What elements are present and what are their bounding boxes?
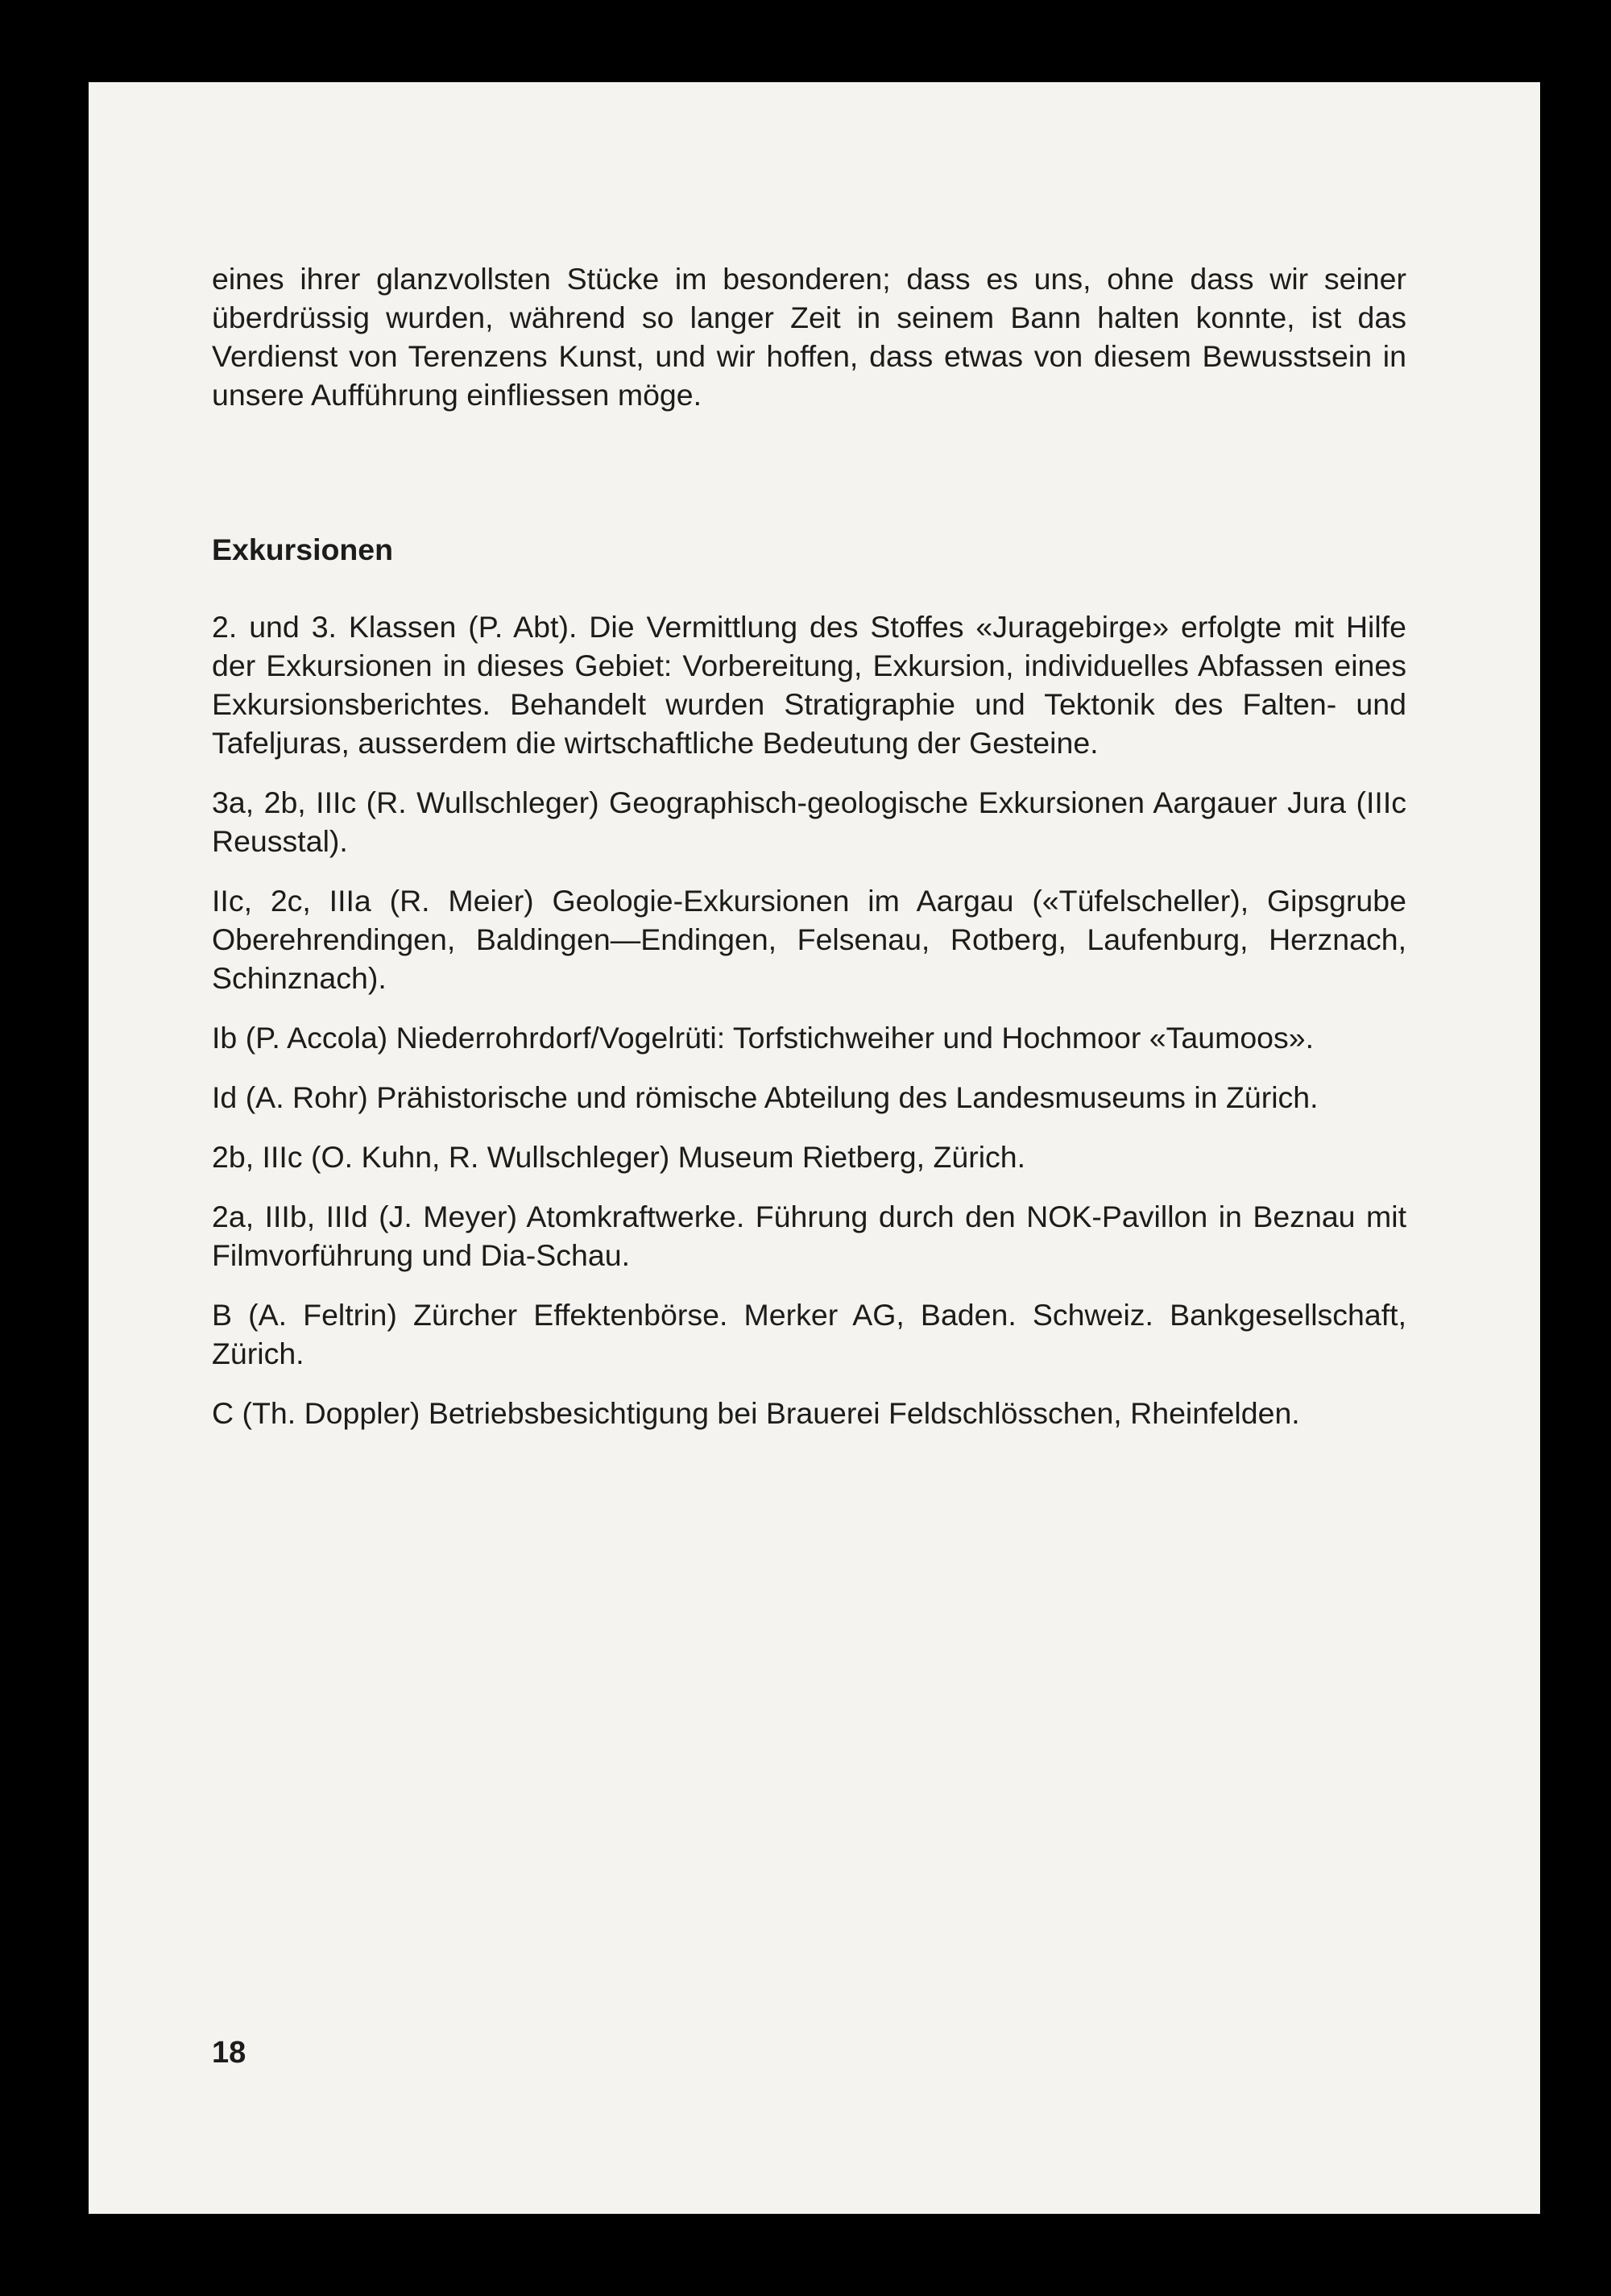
excursion-entry: IIc, 2c, IIIa (R. Meier) Geologie-Exkursionen im Aargau («Tüfelscheller), Gipsgrube Oberehrendingen, Baldingen—Endingen, Felsenau, Rotberg, Laufenburg, Herznach, Schinznach). (212, 884, 1406, 995)
excursion-entry: 2b, IIIc (O. Kuhn, R. Wullschleger) Museum Rietberg, Zürich. (212, 1140, 1026, 1174)
document-page (89, 82, 1540, 2214)
intro-paragraph: eines ihrer glanzvollsten Stücke im besonderen; dass es uns, ohne dass wir seiner überdrüssig wurden, während so langer Zeit in seinem Bann halten konnte, ist das Verdienst von Terenzens Kunst, und wir hoffen, dass etwas von diesem Bewusstsein in unsere Aufführung einfliessen möge. (212, 262, 1406, 412)
excursion-entry: C (Th. Doppler) Betriebsbesichtigung bei Brauerei Feldschlösschen, Rheinfelden. (212, 1396, 1300, 1430)
excursion-entry: B (A. Feltrin) Zürcher Effektenbörse. Merker AG, Baden. Schweiz. Bankgesellschaft, Zürich. (212, 1298, 1406, 1370)
intro-text-block (212, 259, 1406, 435)
excursion-entry: Ib (P. Accola) Niederrohrdorf/Vogelrüti: Torfstichweiher und Hochmoor «Taumoos». (212, 1021, 1315, 1055)
excursions-list (212, 607, 1406, 1453)
excursion-entry: 2a, IIIb, IIId (J. Meyer) Atomkraftwerke. Führung durch den NOK-Pavillon in Beznau mit Filmvorführung und Dia-Schau. (212, 1200, 1406, 1272)
excursion-entry: Id (A. Rohr) Prähistorische und römische Abteilung des Landesmuseums in Zürich. (212, 1080, 1319, 1114)
page-number: 18 (212, 2036, 246, 2070)
section-heading: Exkursionen (212, 533, 394, 566)
excursion-entry: 3a, 2b, IIIc (R. Wullschleger) Geographisch-geologische Exkursionen Aargauer Jura (IIIc Reusstal). (212, 785, 1406, 858)
excursion-entry: 2. und 3. Klassen (P. Abt). Die Vermittlung des Stoffes «Juragebirge» erfolgte mit Hilfe der Exkursionen in dieses Gebiet: Vorbereitung, Exkursion, individuelles Abfassen eines Exkursionsberichtes. Behandelt wurden Stratigraphie und Tektonik des Falten- und Tafeljuras, ausserdem die wirtschaftliche Bedeutung der Gesteine. (212, 610, 1406, 760)
